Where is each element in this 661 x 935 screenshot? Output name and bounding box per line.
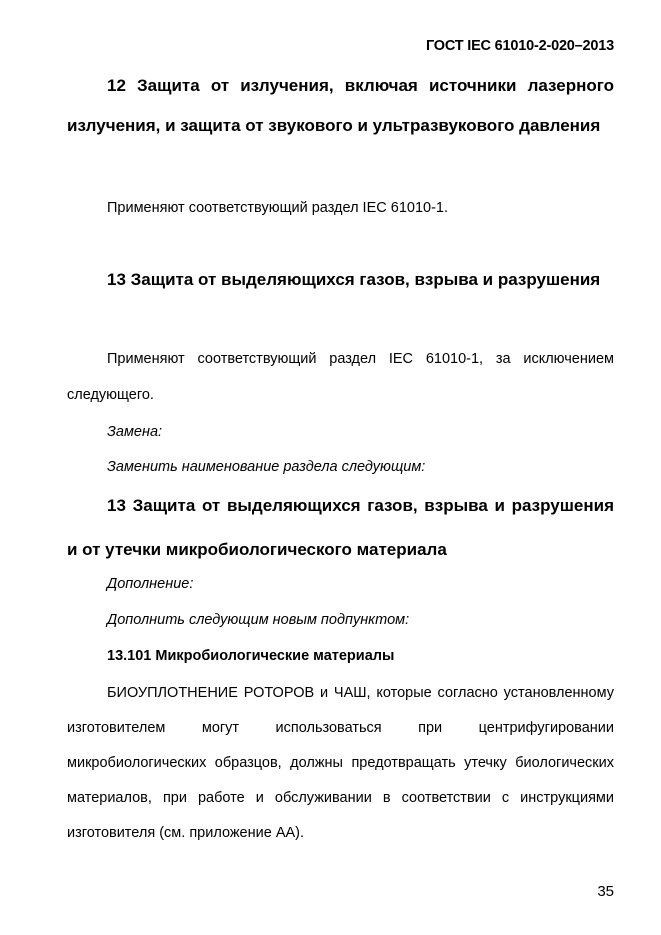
- section-13-text: Применяют соответствующий раздел IEC 61010-1, за исключением следующего.: [67, 351, 614, 403]
- replace-label: Замена:: [107, 424, 163, 440]
- section-12-heading-text: 12 Защита от излучения, включая источники лазерного излучения, и защита от звукового и ультразвукового давления: [67, 76, 614, 135]
- document-header-standard-id: ГОСТ IEC 61010-2-020–2013: [425, 38, 614, 54]
- subsection-13-101-text: БИОУПЛОТНЕНИЕ РОТОРОВ и ЧАШ, которые согласно установленному изготовителем могут использоваться при центрифугировании микробиологических образцов, должны предотвращать утечку биологических материалов, при работе и обслуживании в соответствии с инструкциями изготовителя (см. приложение АА).: [67, 685, 614, 841]
- section-13-heading-text: 13 Защита от выделяющихся газов, взрыва и разрушения: [107, 270, 601, 289]
- addition-label: Дополнение:: [107, 576, 194, 592]
- section-12-text: Применяют соответствующий раздел IEC 61010-1.: [107, 200, 448, 216]
- page-number: 35: [597, 883, 614, 900]
- section-13-heading: [67, 260, 614, 300]
- addition-instruction: Дополнить следующим новым подпунктом:: [107, 612, 410, 628]
- section-13-new-heading-text: 13 Защита от выделяющихся газов, взрыва и разрушения и от утечки микробиологического материала: [67, 496, 614, 559]
- subsection-13-101-heading: 13.101 Микробиологические материалы: [107, 648, 395, 664]
- replace-instruction: Заменить наименование раздела следующим:: [107, 459, 426, 475]
- section-13-new-heading: [67, 484, 614, 572]
- section-12-heading: [67, 66, 614, 146]
